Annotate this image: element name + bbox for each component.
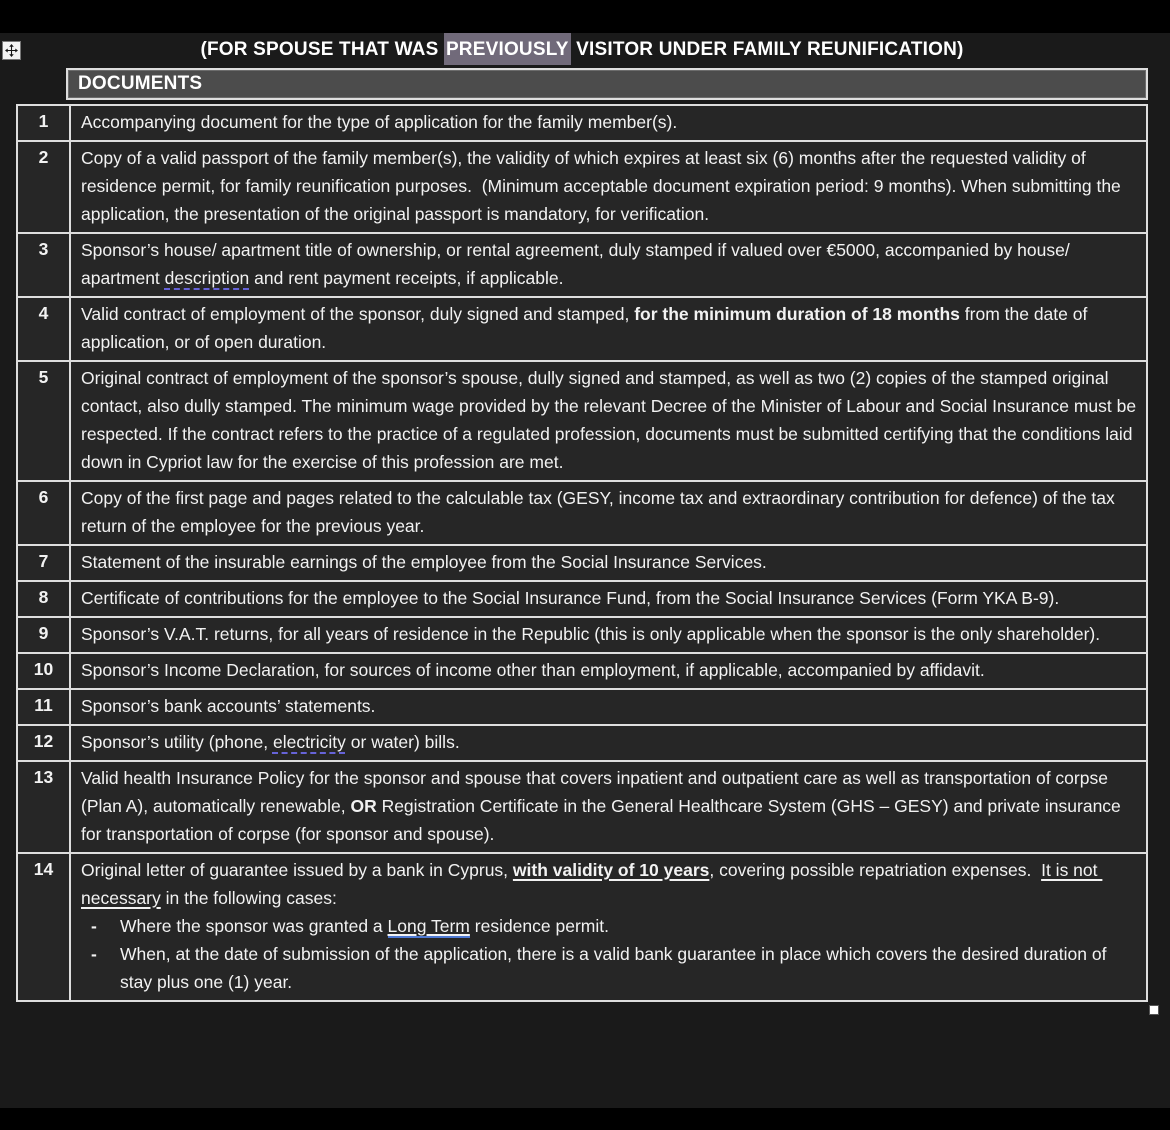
row-text-cell[interactable] (70, 653, 1147, 689)
row-paragraph (81, 764, 1138, 848)
text-segment: OR (350, 796, 377, 816)
text-segment: description (164, 268, 250, 288)
text-segment: Copy of the first page and pages related to the calculable tax (GESY, income tax and extraordinary contribution for defence) of the tax return of the employee for the previous year. (81, 488, 1120, 536)
row-text-cell[interactable] (70, 761, 1147, 853)
row-number-cell[interactable]: 7 (17, 545, 70, 581)
table-row (17, 617, 1147, 653)
table-row (17, 853, 1147, 1001)
documents-header-label: DOCUMENTS (78, 73, 203, 94)
row-paragraph (81, 236, 1138, 292)
text-segment: Original contract of employment of the sponsor’s spouse, dully signed and stamped, as well as two (2) copies of the stamped original contact, also dully stamped. The minimum wage provided by the relevant Decree of the Minister of Labour and Social Insurance must be respected. If the contract refers to the practice of a regulated profession, documents must be submitted certifying that the conditions laid down in Cypriot law for the exercise of this profession are met. (81, 368, 1141, 472)
row-number-cell[interactable]: 1 (17, 105, 70, 141)
text-segment: Where the sponsor was granted a (120, 916, 388, 936)
table-resize-handle[interactable] (1149, 1005, 1159, 1015)
bullet-marker: - (91, 916, 97, 936)
text-segment: Valid health Insurance Policy for the sponsor and spouse that covers inpatient and outpatient care as well as transportation of corpse (Plan A), automatically renewable, (81, 768, 1113, 816)
text-segment: When, at the date of submission of the application, there is a valid bank guarantee in place which covers the desired duration of stay plus one (1) year. (120, 944, 1112, 992)
table-row (17, 233, 1147, 297)
row-paragraph (81, 108, 1138, 136)
row-paragraph (81, 620, 1138, 648)
text-segment: Statement of the insurable earnings of the employee from the Social Insurance Services. (81, 552, 767, 572)
documents-table-body (17, 105, 1147, 1001)
bullet-text (120, 940, 1138, 996)
text-segment: Sponsor’s Income Declaration, for sources of income other than employment, if applicable, accompanied by affidavit. (81, 660, 985, 680)
row-text-cell[interactable] (70, 141, 1147, 233)
text-segment: Sponsor’s house/ apartment title of ownership, or rental agreement, duly stamped if valued over €5000, accompanied by house/ apartment (81, 240, 1075, 288)
text-segment: in the following cases: (160, 888, 337, 908)
row-text-cell[interactable] (70, 481, 1147, 545)
row-text-cell[interactable] (70, 581, 1147, 617)
row-text-cell[interactable] (70, 725, 1147, 761)
text-segment: Sponsor’s V.A.T. returns, for all years of residence in the Republic (this is only applicable when the sponsor is the only shareholder). (81, 624, 1101, 644)
row-number-cell[interactable]: 9 (17, 617, 70, 653)
row-number-cell[interactable]: 8 (17, 581, 70, 617)
text-segment: for the minimum duration of 18 months (634, 304, 960, 324)
row-number-cell[interactable]: 5 (17, 361, 70, 481)
documents-table (16, 104, 1148, 1002)
text-segment: Original letter of guarantee issued by a bank in Cyprus, (81, 860, 513, 880)
text-segment: Accompanying document for the type of application for the family member(s). (81, 112, 678, 132)
text-segment: Sponsor’s bank accounts’ statements. (81, 696, 376, 716)
row-text-cell[interactable] (70, 689, 1147, 725)
document-page (0, 33, 1170, 1108)
table-row (17, 689, 1147, 725)
text-segment: Copy of a valid passport of the family member(s), the validity of which expires at least six (6) months after the requested validity of residence permit, for family reunification purposes. (Minimum acceptable document expiration period: 9 months). When submitting the application, the presentation of the original passport is mandatory, for verification. (81, 148, 1126, 224)
row-paragraph (81, 584, 1138, 612)
row-number-cell[interactable]: 6 (17, 481, 70, 545)
row-number-cell[interactable]: 13 (17, 761, 70, 853)
text-segment: Valid contract of employment of the sponsor, duly signed and stamped, (81, 304, 635, 324)
row-paragraph (81, 856, 1138, 912)
row-paragraph (81, 692, 1138, 720)
text-segment: It is not necessary (81, 860, 1103, 908)
text-segment: and rent payment receipts, if applicable. (249, 268, 564, 288)
documents-header-row[interactable] (66, 68, 1148, 100)
row-text-cell[interactable] (70, 361, 1147, 481)
row-number-cell[interactable]: 12 (17, 725, 70, 761)
table-row (17, 545, 1147, 581)
bullet-item (91, 912, 1138, 940)
text-segment: Long Term (387, 916, 470, 936)
row-number-cell[interactable]: 2 (17, 141, 70, 233)
text-segment: Certificate of contributions for the employee to the Social Insurance Fund, from the Social Insurance Services (Form YKA B-9). (81, 588, 1060, 608)
table-row (17, 297, 1147, 361)
row-number-cell[interactable]: 14 (17, 853, 70, 1001)
table-row (17, 141, 1147, 233)
bullet-marker: - (91, 944, 97, 964)
row-paragraph (81, 300, 1138, 356)
bullet-item (91, 940, 1138, 996)
row-paragraph (81, 364, 1141, 476)
row-number-cell[interactable]: 4 (17, 297, 70, 361)
title-text-pre: (FOR SPOUSE THAT WAS (200, 39, 444, 60)
row-number-cell[interactable]: 11 (17, 689, 70, 725)
row-text-cell[interactable] (70, 545, 1147, 581)
text-segment: electricity (272, 732, 346, 752)
row-number-cell[interactable]: 3 (17, 233, 70, 297)
table-row (17, 361, 1147, 481)
table-row (17, 653, 1147, 689)
title-text-post: VISITOR UNDER FAMILY REUNIFICATION) (570, 39, 964, 60)
text-segment: from the date of application, or of open duration. (81, 304, 1093, 352)
text-segment: , covering possible repatriation expenses. (709, 860, 1042, 880)
row-paragraph (81, 728, 1138, 756)
bullet-text (120, 912, 609, 940)
row-text-cell[interactable] (70, 105, 1147, 141)
table-row (17, 581, 1147, 617)
row-text-cell[interactable] (70, 297, 1147, 361)
row-paragraph (81, 548, 1138, 576)
text-segment: Registration Certificate in the General Healthcare System (GHS – GESY) and private insurance for transportation of corpse (for sponsor and spouse). (81, 796, 1126, 844)
table-row (17, 481, 1147, 545)
table-title (16, 35, 1148, 65)
row-paragraph (81, 484, 1138, 540)
row-paragraph (81, 144, 1138, 228)
text-segment: Sponsor’s utility (phone, (81, 732, 273, 752)
selection-highlight: PREVIOUSLY (444, 33, 571, 65)
row-number-cell[interactable]: 10 (17, 653, 70, 689)
text-segment: residence permit. (469, 916, 609, 936)
table-row (17, 105, 1147, 141)
table-row (17, 725, 1147, 761)
row-paragraph (81, 656, 1138, 684)
row-text-cell[interactable] (70, 233, 1147, 297)
row-text-cell[interactable] (70, 617, 1147, 653)
text-segment: with validity of 10 years (512, 860, 710, 880)
text-segment: or water) bills. (345, 732, 460, 752)
row-text-cell[interactable] (70, 853, 1147, 1001)
table-row (17, 761, 1147, 853)
